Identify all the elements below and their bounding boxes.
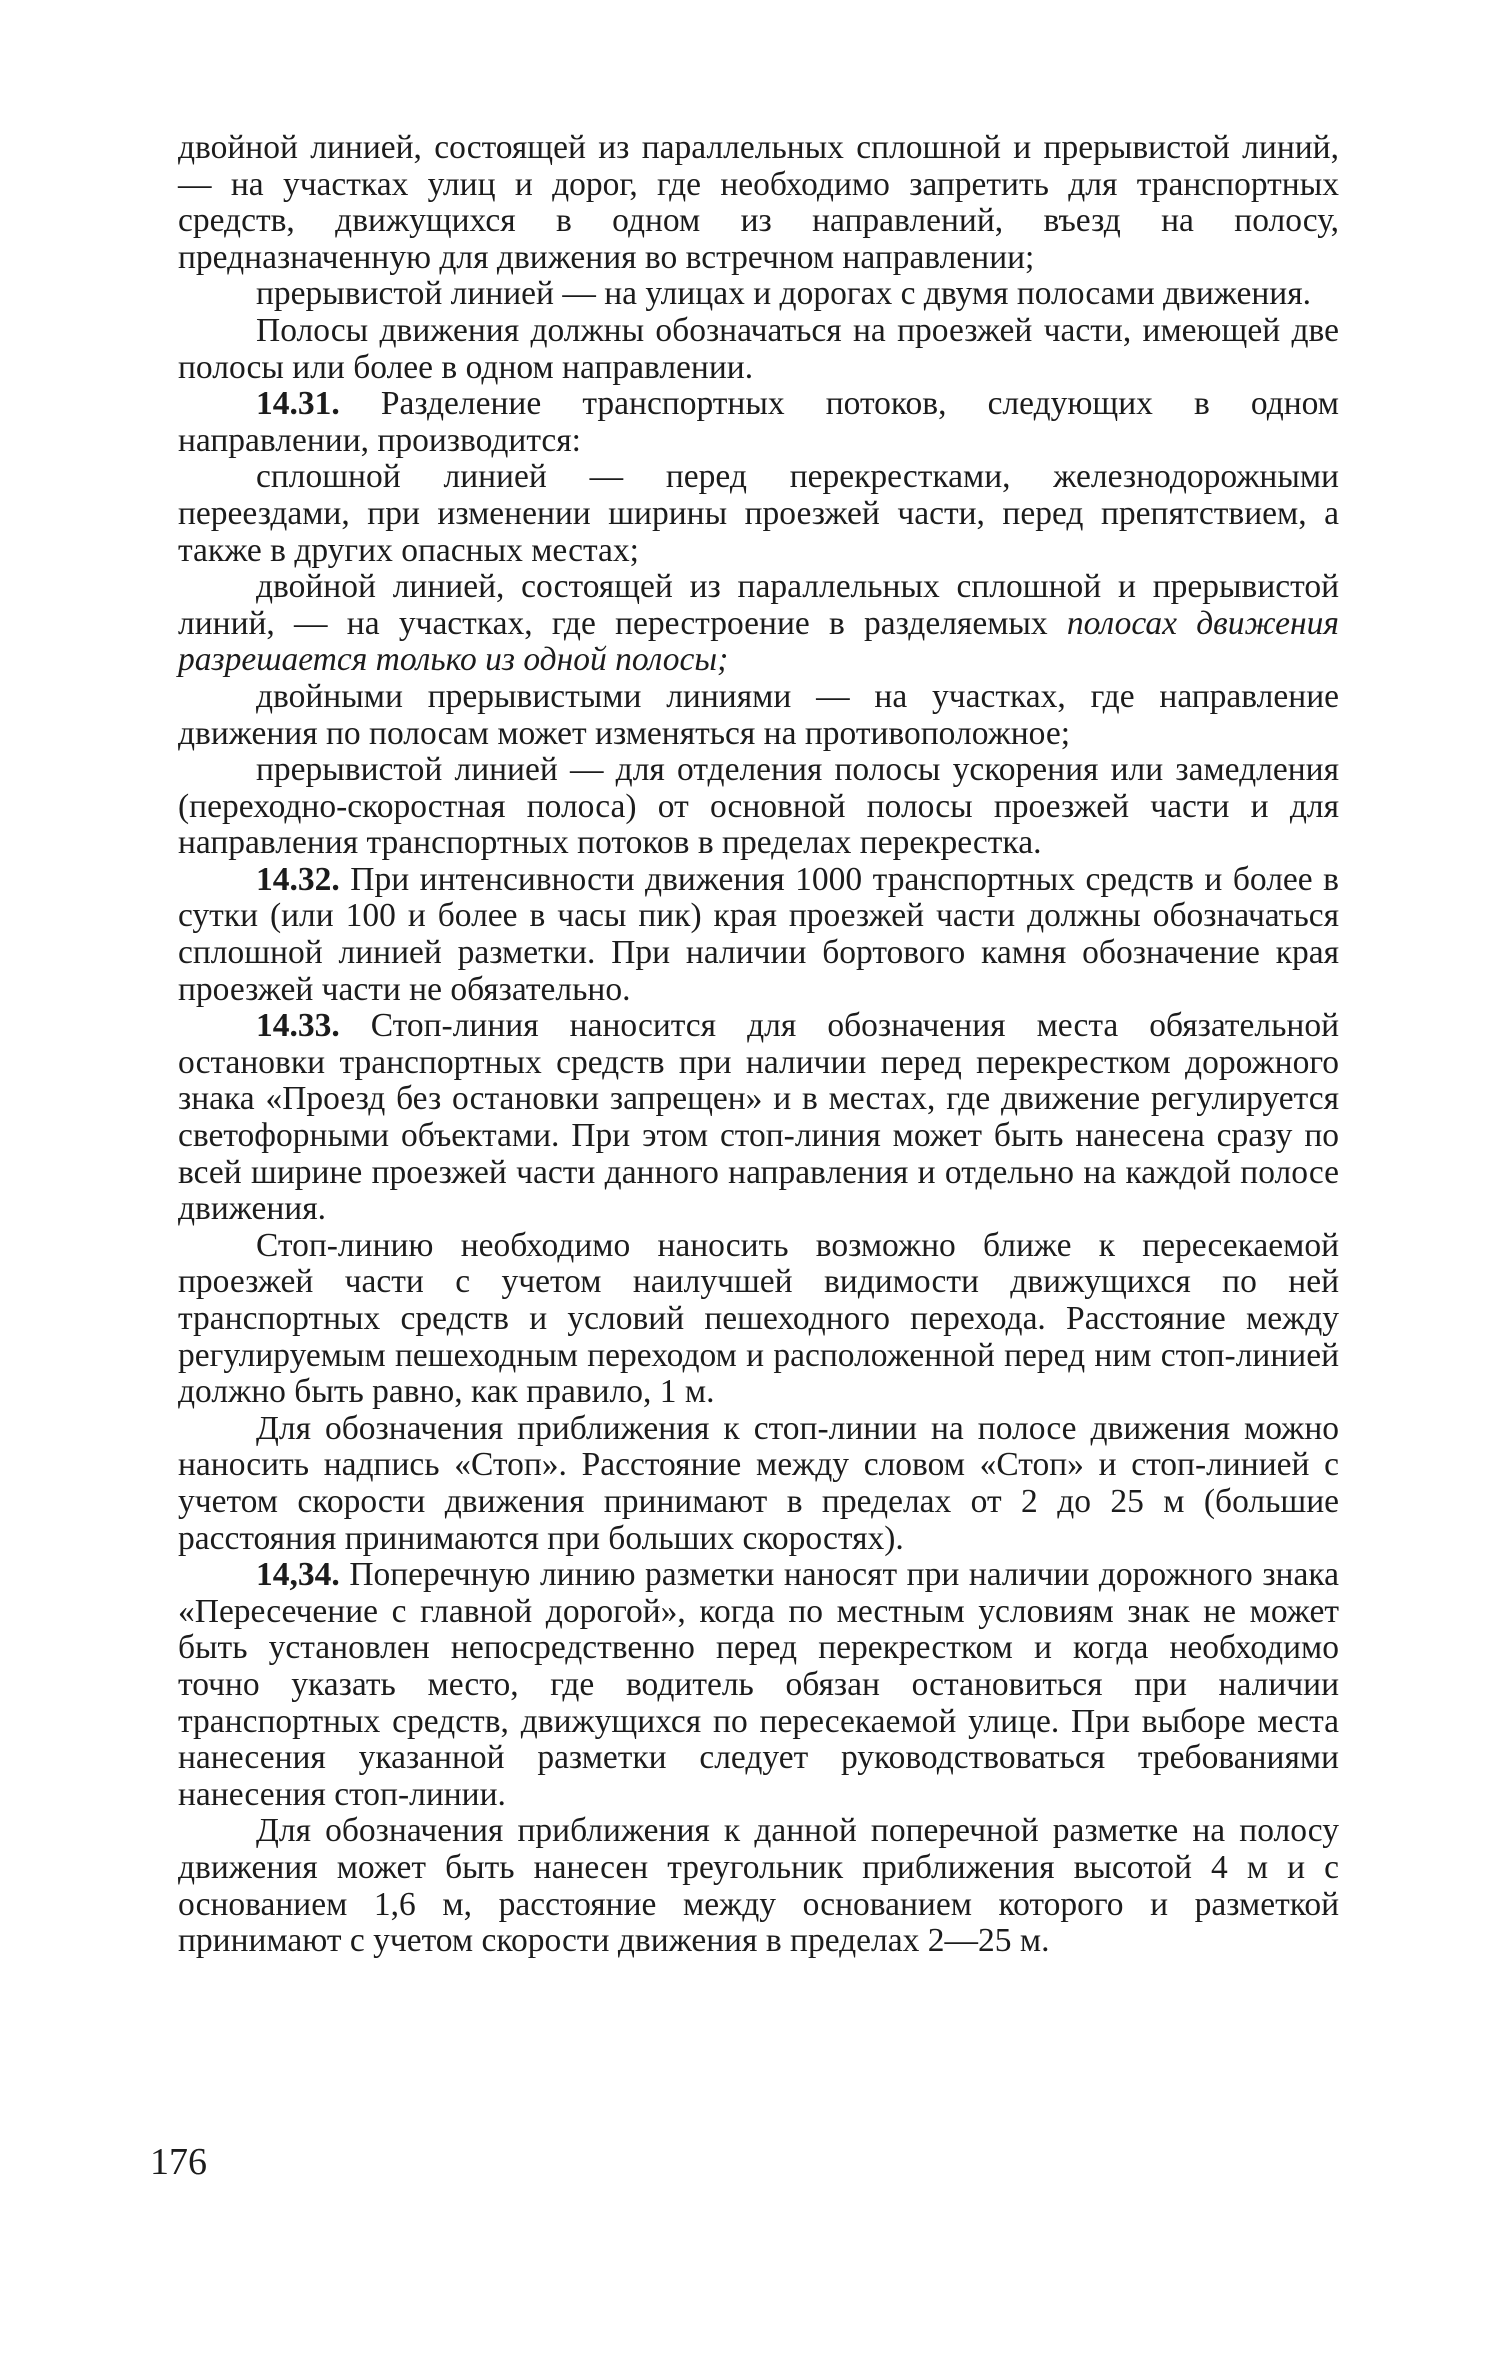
clause-14-31: 14.31. Разделение транспортных потоков, следующих в одном направлении, производится: [178,385,1339,459]
clause-number: 14,34. [256,1556,340,1594]
clause-number: 14.33. [256,1007,340,1045]
clause-number: 14.32. [256,860,340,898]
paragraph-solid-line: сплошной линией — перед перекрестками, железнодорожными переездами, при изменении ширины проезжей части, перед препятствием, а также в других опасных местах; [178,458,1339,569]
paragraph-lane-marking: Полосы движения должны обозначаться на проезжей части, имеющей две полосы или более в одном направлении. [178,311,1339,386]
paragraph-stop-inscription: Для обозначения приближения к стоп-линии на полосе движения можно наносить надпись «Стоп». Расстояние между словом «Стоп» и стоп-линией с учетом скорости движения принимают в пределах от 2 до 25 м (большие расстояния принимаются при больших скоростях). [178,1409,1339,1557]
clause-14-34: 14,34. Поперечную линию разметки наносят при наличии дорожного знака «Пересечение с главной дорогой», когда по местным условиям знак не может быть установлен непосредственно перед перекрестком и когда необходимо точно указать место, где водитель обязан остановиться при наличии транспортных средств, движущихся по пересекаемой улице. При выборе места нанесения указанной разметки следует руководствоваться требованиями нанесения стоп-линии. [178,1556,1339,1813]
paragraph-dashed-line-two-lanes: прерывистой линией — на улицах и дорогах с двумя полосами движения. [256,275,1312,313]
paragraph-approach-triangle: Для обозначения приближения к данной поперечной разметке на полосу движения может быть нанесен треугольник приближения высотой 4 м и с основанием 1,6 м, расстояние между основанием которого и разметкой принимают с учетом скорости движения в пределах 2—25 м. [178,1812,1339,1960]
clause-number: 14.31. [256,385,340,423]
italic-text: полосах движения разрешается только из одной полосы; [178,604,1339,679]
body-text [178,130,1339,1960]
paragraph-double-line-rebuild: двойной линией, состоящей из параллельных сплошной и прерывистой линий, — на участках, где перестроение в разделяемых полосах движения разрешается только из одной полосы; [178,568,1339,679]
page-number: 176 [150,2141,207,2183]
paragraph-dashed-acceleration: прерывистой линией — для отделения полосы ускорения или замедления (переходно-скоростная полоса) от основной полосы проезжей части и для направления транспортных потоков в пределах перекрестка. [178,751,1339,862]
paragraph-stop-line-placement: Стоп-линию необходимо наносить возможно ближе к пересекаемой проезжей части с учетом наилучшей видимости движущихся по ней транспортных средств и условий пешеходного перехода. Расстояние между регулируемым пешеходным переходом и расположенной перед ним стоп-линией должно быть равно, как правило, 1 м. [178,1226,1339,1411]
paragraph-double-line-oncoming: двойной линией, состоящей из параллельных сплошной и прерывистой линий, — на участках улиц и дорог, где необходимо запретить для транспортных средств, движущихся в одном из направлений, въезд на полосу, предназначенную для движения во встречном направлении; [178,129,1339,276]
clause-14-33: 14.33. Стоп-линия наносится для обозначения места обязательной остановки транспортных средств при наличии перед перекрестком дорожного знака «Проезд без остановки запрещен» и в местах, где движение регулируется светофорными объектами. При этом стоп-линия может быть нанесена сразу по всей ширине проезжей части данного направления и отдельно на каждой полосе движения. [178,1007,1339,1228]
paragraph-double-dashed: двойными прерывистыми линиями — на участках, где направление движения по полосам может изменяться на противоположное; [178,677,1339,752]
clause-14-32: 14.32. При интенсивности движения 1000 транспортных средств и более в сутки (или 100 и более в часы пик) края проезжей части должны обозначаться сплошной линией разметки. При наличии бортового камня обозначение края проезжей части не обязательно. [178,860,1339,1008]
